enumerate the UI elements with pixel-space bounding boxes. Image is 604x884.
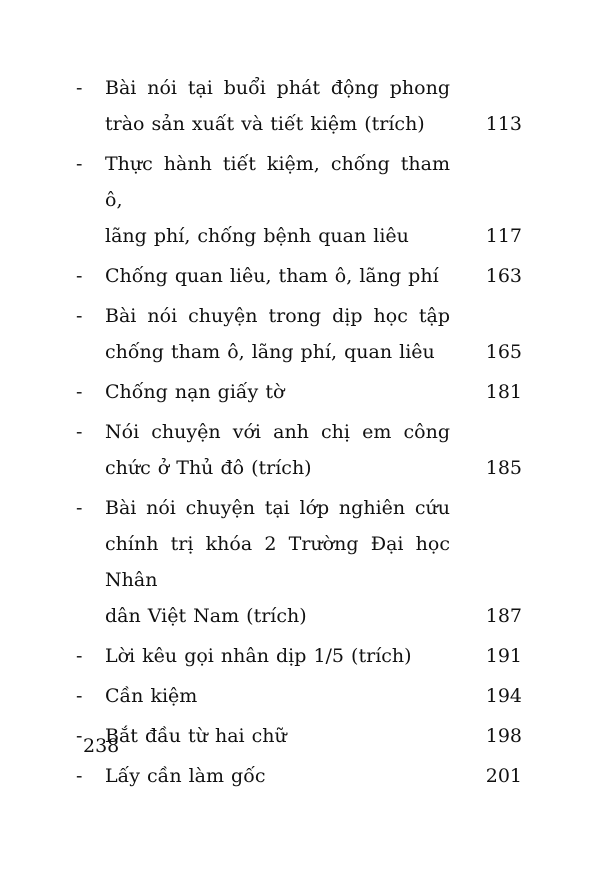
- entry-page-number: 198: [485, 725, 522, 747]
- entry-dash: -: [76, 765, 83, 787]
- entry-title: [105, 758, 450, 794]
- entry-title-line: Nói chuyện với anh chị em công: [105, 421, 450, 443]
- entry-dash: -: [76, 725, 83, 747]
- entry-title: [105, 638, 450, 674]
- entry-title-line: chính trị khóa 2 Trường Đại học Nhân: [105, 533, 450, 591]
- entry-title-line: Chống nạn giấy tờ: [105, 381, 285, 403]
- entry-dash: -: [76, 497, 83, 519]
- entry-dash: -: [76, 77, 83, 99]
- entry-page-number: 194: [485, 685, 522, 707]
- entry-dash: -: [76, 265, 83, 287]
- entry-dash: -: [76, 381, 83, 403]
- entry-dash: -: [76, 645, 83, 667]
- toc-entry: [76, 70, 526, 142]
- entry-page-number: 201: [485, 765, 522, 787]
- toc-entry: [76, 490, 526, 634]
- entry-title-line: Lấy cần làm gốc: [105, 765, 266, 787]
- entry-title: [105, 490, 450, 634]
- entry-title-line: Thực hành tiết kiệm, chống tham ô,: [105, 153, 450, 211]
- toc-entry: [76, 678, 526, 714]
- entry-title-line: chống tham ô, lãng phí, quan liêu: [105, 341, 435, 363]
- toc-entry: [76, 638, 526, 674]
- entry-title-line: lãng phí, chống bệnh quan liêu: [105, 225, 409, 247]
- entry-page-number: 181: [485, 381, 522, 403]
- toc-entry: [76, 718, 526, 754]
- entry-page-number: 163: [485, 265, 522, 287]
- entry-title: [105, 374, 450, 410]
- entry-title: [105, 146, 450, 254]
- entry-dash: -: [76, 421, 83, 443]
- entry-title-line: Bài nói chuyện tại lớp nghiên cứu: [105, 497, 450, 519]
- entry-title-line: Lời kêu gọi nhân dịp 1/5 (trích): [105, 645, 412, 667]
- entry-title: [105, 718, 450, 754]
- entry-page-number: 117: [485, 225, 522, 247]
- entry-title-line: Bắt đầu từ hai chữ: [105, 725, 287, 747]
- entry-title-line: Chống quan liêu, tham ô, lãng phí: [105, 265, 439, 287]
- toc-entry: [76, 146, 526, 254]
- entry-page-number: 185: [485, 457, 522, 479]
- toc-entry: [76, 374, 526, 410]
- entry-title: [105, 70, 450, 142]
- entry-title-line: Cần kiệm: [105, 685, 198, 707]
- entry-title-line: chức ở Thủ đô (trích): [105, 457, 312, 479]
- entry-title-line: trào sản xuất và tiết kiệm (trích): [105, 113, 425, 135]
- entry-title: [105, 298, 450, 370]
- entry-title: [105, 414, 450, 486]
- entry-page-number: 165: [485, 341, 522, 363]
- entry-dash: -: [76, 305, 83, 327]
- entry-title: [105, 678, 450, 714]
- entry-title-line: Bài nói tại buổi phát động phong: [105, 77, 450, 99]
- page-number: 238: [83, 735, 120, 757]
- table-of-contents: [76, 70, 526, 798]
- entry-title: [105, 258, 450, 294]
- entry-page-number: 187: [485, 605, 522, 627]
- entry-title-line: dân Việt Nam (trích): [105, 605, 307, 627]
- toc-entry: [76, 414, 526, 486]
- toc-entry: [76, 298, 526, 370]
- entry-title-line: Bài nói chuyện trong dịp học tập: [105, 305, 450, 327]
- toc-entry: [76, 758, 526, 794]
- entry-page-number: 113: [485, 113, 522, 135]
- entry-page-number: 191: [485, 645, 522, 667]
- entry-dash: -: [76, 685, 83, 707]
- toc-entry: [76, 258, 526, 294]
- entry-dash: -: [76, 153, 83, 175]
